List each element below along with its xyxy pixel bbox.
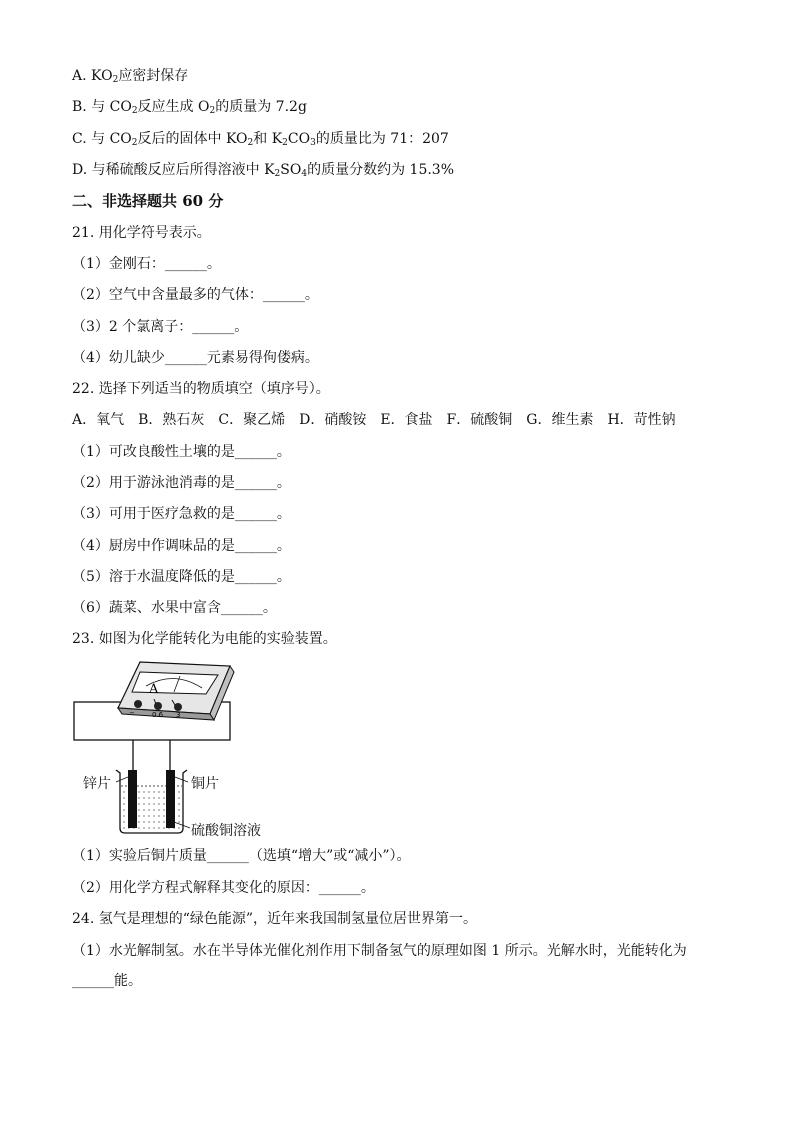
option-a-part: 应密封保存 bbox=[118, 68, 189, 84]
section-heading: 二、非选择题共 60 分 bbox=[72, 192, 224, 210]
q21-item: （3）2 个氯离子：______。 bbox=[72, 319, 249, 335]
option-d-sub: 2 bbox=[274, 169, 281, 179]
option-c-part: CO bbox=[287, 131, 311, 147]
q22-stem: 22. 选择下列适当的物质填空（填序号）。 bbox=[72, 381, 330, 397]
option-b bbox=[72, 98, 307, 116]
option-b-sub: 2 bbox=[209, 106, 216, 116]
zinc-leader bbox=[116, 777, 128, 782]
option-b-part: 的质量为 7.2g bbox=[215, 99, 307, 115]
option-a-part: A. KO bbox=[72, 68, 113, 84]
option-a bbox=[72, 67, 188, 85]
option-b-part: 反应生成 O bbox=[137, 99, 210, 115]
solution-leader bbox=[174, 822, 190, 828]
option-c-sub: 2 bbox=[282, 138, 288, 148]
beaker-icon bbox=[116, 770, 187, 833]
option-a-sub: 2 bbox=[112, 75, 119, 85]
option-c-sub: 2 bbox=[131, 138, 138, 148]
copper-leader bbox=[175, 777, 188, 782]
q21-item: （2）空气中含量最多的气体：______。 bbox=[72, 287, 319, 303]
option-d bbox=[72, 161, 454, 179]
option-d-part: D. 与稀硫酸反应后所得溶液中 K bbox=[72, 162, 275, 178]
q21-item: （1）金刚石：______。 bbox=[72, 256, 221, 272]
option-d-part: SO bbox=[280, 162, 302, 178]
option-c-part: 反后的固体中 KO bbox=[137, 131, 248, 147]
q22-item: （2）用于游泳池消毒的是______。 bbox=[72, 475, 291, 491]
ammeter-scale-06: 0.6 bbox=[152, 711, 164, 719]
option-c-part: C. 与 CO bbox=[72, 131, 132, 147]
option-b-sub: 2 bbox=[131, 106, 138, 116]
option-c-part: 和 K bbox=[253, 131, 283, 147]
cell-svg bbox=[60, 652, 300, 842]
q23-item: （1）实验后铜片质量______（选填“增大”或“减小”）。 bbox=[72, 848, 411, 864]
option-d-part: 的质量分数约为 15.3% bbox=[307, 162, 455, 178]
q24-item: （1）水光解制氢。水在半导体光催化剂作用下制备氢气的原理如图 1 所示。光解水时，光能转化为______能。 bbox=[72, 943, 687, 989]
option-c-part: 的质量比为 71：207 bbox=[315, 131, 449, 147]
ammeter-scale-3: 3 bbox=[176, 711, 181, 719]
galvanic-cell-diagram bbox=[60, 652, 300, 842]
q22-item: （1）可改良酸性土壤的是______。 bbox=[72, 444, 291, 460]
option-d-sub: 4 bbox=[301, 169, 308, 179]
q24-stem: 24. 氢气是理想的“绿色能源”，近年来我国制氢量位居世界第一。 bbox=[72, 911, 478, 927]
q22-item: （4）厨房中作调味品的是______。 bbox=[72, 538, 291, 554]
q22-item: （6）蔬菜、水果中富含______。 bbox=[72, 600, 277, 616]
label-copper: 铜片 bbox=[191, 776, 219, 792]
copper-electrode bbox=[166, 770, 175, 828]
q23-item: （2）用化学方程式解释其变化的原因：______。 bbox=[72, 880, 375, 896]
q21-item: （4）幼儿缺少______元素易得佝偻病。 bbox=[72, 350, 319, 366]
label-zinc: 锌片 bbox=[83, 776, 111, 792]
option-c bbox=[72, 130, 449, 148]
label-solution: 硫酸铜溶液 bbox=[191, 823, 261, 839]
ammeter-letter: A bbox=[149, 682, 159, 697]
option-c-sub: 2 bbox=[247, 138, 254, 148]
ammeter-minus: − bbox=[129, 709, 135, 717]
q23-stem: 23. 如图为化学能转化为电能的实验装置。 bbox=[72, 631, 337, 647]
q22-item: （3）可用于医疗急救的是______。 bbox=[72, 506, 291, 522]
option-b-part: B. 与 CO bbox=[72, 99, 132, 115]
q21-stem: 21. 用化学符号表示。 bbox=[72, 225, 211, 241]
q22-choices: A．氧气 B．熟石灰 C．聚乙烯 D．硝酸铵 E．食盐 F．硫酸铜 G．维生素 H．苛性钠 bbox=[72, 412, 676, 428]
q22-item: （5）溶于水温度降低的是______。 bbox=[72, 569, 291, 585]
option-c-sub: 3 bbox=[310, 138, 316, 148]
zinc-electrode bbox=[128, 770, 137, 828]
